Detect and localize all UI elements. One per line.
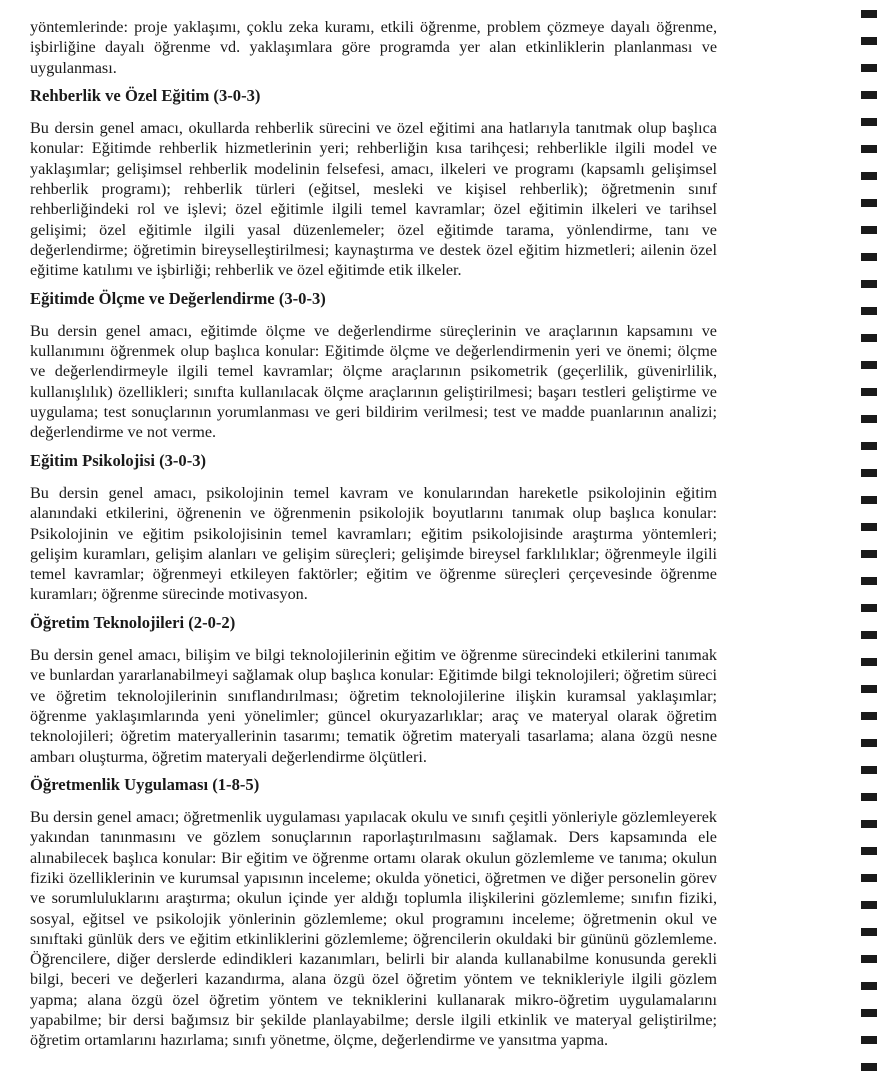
course-heading-egitim-psikolojisi: Eğitim Psikolojisi (3-0-3) (30, 450, 207, 470)
course-description: Bu dersin genel amacı, okullarda rehberlik sürecini ve özel eğitimi ana hatlarıyla tanıtmak olup başlıca konular: Eğitimde rehberlik hizmetlerinin yeri; rehberliğin kısa tarihçesi; rehberlikle ilgili model ve yaklaşımlar; gelişimsel rehberlik modelinin felsefesi, amacı, ilkeleri ve programı (kapsamlı gelişimsel rehberlik programı); rehberlik türleri (eğitsel, mesleki ve kişisel rehberlik); öğretmenin sınıf rehberliğindeki rol ve işlevi; özel eğitimle ilgili temel kavramlar; özel eğitimin ilkeleri ve tarihsel gelişimi; özel eğitimle ilgili yasal düzenlemeler; özel eğitimde tarama, yönlendirme, tanı ve değerlendirme; öğretimin bireyselleştirilmesi; kaynaştırma ve destek özel eğitim hizmetleri; ailenin özel eğitime katılımı ve işbirliği; rehberlik ve özel eğitimde etik ilkeler. (30, 119, 717, 280)
course-section (30, 775, 717, 1051)
course-section (30, 451, 717, 605)
course-description: Bu dersin genel amacı, psikolojinin temel kavram ve konularından hareketle psikolojinin eğitim alanındaki etkilerini, öğrenenin ve öğrenmenin psikolojik boyutlarını tanımak olup başlıca konular: Psikolojinin ve eğitim psikolojisinin temel kavramları; eğitim psikolojisinde araştırma yöntemleri; gelişim kuramları, gelişim alanları ve gelişim süreçleri; gelişimde bireysel farklılıklar; öğrenmeyle ilgili temel kavramlar; öğrenmeyi etkileyen faktörler; eğitim ve öğrenme süreçleri çerçevesinde öğrenme kuramları; öğrenme sürecinde motivasyon. (30, 483, 717, 604)
page-edge-scan-marks (861, 0, 877, 1087)
course-description: Bu dersin genel amacı, bilişim ve bilgi teknolojilerinin eğitim ve öğrenme sürecindeki etkilerini tanımak ve bunlardan yararlanabilmeyi sağlamak olup başlıca konular: Eğitimde bilgi teknolojileri; öğretim süreci ve öğretim teknolojilerinin sınıflandırılması; öğretim teknolojilerine ilişkin kuramsal yaklaşımlar; öğrenme yaklaşımlarında yeni yönelimler; güncel okuryazarlıklar; araç ve materyal olarak öğretim teknolojileri; öğretim materyallerinin tasarımı; tematik öğretim materyali tasarlama; alana özgü nesne ambarı oluşturma, öğretim materyali değerlendirme ölçütleri. (30, 646, 717, 766)
course-section (30, 289, 717, 443)
course-heading-ogretmenlik-uygulamasi: Öğretmenlik Uygulaması (1-8-5) (30, 774, 260, 794)
intro-paragraph: yöntemlerinde: proje yaklaşımı, çoklu zeka kuramı, etkili öğrenme, problem çözmeye dayalı öğrenme, işbirliğine dayalı öğrenme vd. yaklaşımlara göre programda yer alan etkinliklerin planlanması ve uygulanması. (30, 18, 717, 77)
course-heading-egitimde-olcme-ve-degerlendirme: Eğitimde Ölçme ve Değerlendirme (3-0-3) (30, 288, 326, 308)
course-heading-ogretim-teknolojileri: Öğretim Teknolojileri (2-0-2) (30, 612, 236, 632)
course-description: Bu dersin genel amacı; öğretmenlik uygulaması yapılacak okulu ve sınıfı çeşitli yönleriyle gözlemleyerek yakından tanınmasını ve gözlem sonuçlarının raporlaştırılmasını sağlamak. Ders kapsamında ele alınabilecek başlıca konular: Bir eğitim ve öğrenme ortamı olarak okulun gözlemleme ve tanıma; okulun fiziki özelliklerinin ve kurumsal yapısının inceleme; okulda yönetici, öğretmen ve diğer personelin görev ve sorumluluklarını araştırma; okulun içinde yer aldığı toplumla ilişkilerini gözlemleme; sınıfın fiziki, sosyal, eğitsel ve psikolojik yönlerinin gözlemleme; okul programını inceleme; öğretmenin okul ve sınıftaki günlük ders ve eğitim etkinliklerini gözlemleme; öğrencilerin okuldaki bir gününü gözlemleme. Öğrencilere, diğer derslerde edindikleri kazanımları, belirli bir alanda kullanabilme konusunda gerekli bilgi, beceri ve değerleri kazandırma, alana özgü özel öğretim yöntem ve teknikleriyle ilgili gözlem yapma; alana özgü özel öğretim yöntem ve tekniklerini kullanarak mikro-öğretim uygulamalarını yapabilme; bir dersi bağımsız bir şekilde planlayabilme; dersle ilgili etkinlik ve materyal geliştirilme; öğretim ortamlarını hazırlama; sınıfı yönetme, ölçme, değerlendirme ve yansıtma yapma. (30, 808, 717, 1050)
course-section (30, 86, 717, 281)
course-heading-rehberlik-ve-ozel-egitim: Rehberlik ve Özel Eğitim (3-0-3) (30, 85, 261, 105)
course-description: Bu dersin genel amacı, eğitimde ölçme ve değerlendirme süreçlerinin ve araçlarının kapsamını ve kullanımını öğrenmek olup başlıca konular: Eğitimde ölçme ve değerlendirmenin yeri ve önemi; ölçme ve değerlendirmeyle ilgili temel kavramlar; ölçme araçlarının psikometrik (geçerlilik, güvenirlilik, kullanışlılık) özellikleri; sınıfta kullanılacak ölçme araçlarının geliştirilmesi; başarı testleri geliştirme ve uygulama; test sonuçlarının yorumlanması ve geri bildirim verilmesi; test ve madde puanlarının analizi; değerlendirme ve not verme. (30, 321, 717, 442)
course-section (30, 613, 717, 767)
